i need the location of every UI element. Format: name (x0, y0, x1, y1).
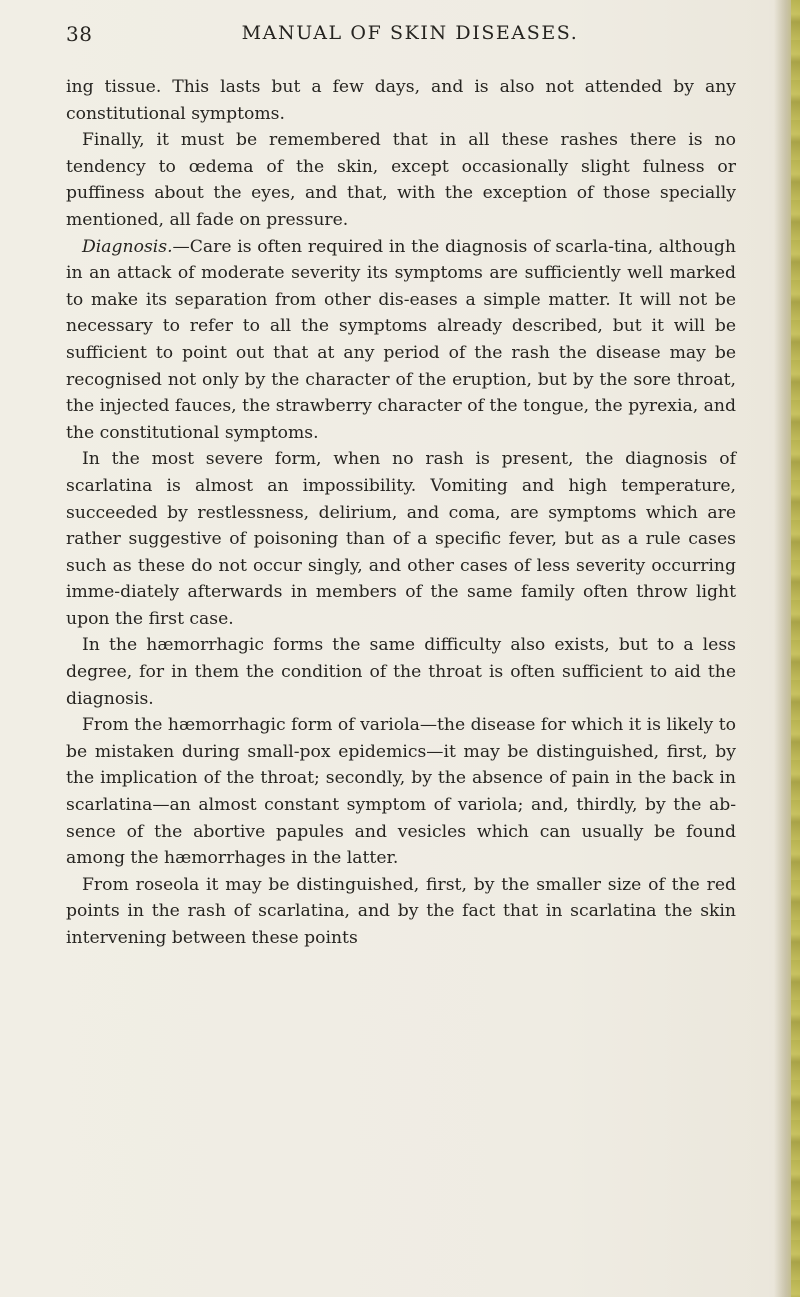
paragraph-text: In the hæmorrhagic forms the same difficulty also exists, but to a less degree, for in them the condition of the throat is often sufficient to aid the diagnosis. (66, 635, 736, 709)
running-head: MANUAL OF SKIN DISEASES. (241, 22, 579, 44)
paragraph-text: Finally, it must be remembered that in all these rashes there is no tendency to œdema of the skin, except occasionally slight fulness or puffiness about the eyes, and that, with the exception of those specially mentioned, all fade on pressure. (66, 130, 736, 230)
body-text (66, 74, 736, 952)
paragraph (66, 74, 736, 127)
paragraph (66, 127, 736, 233)
paragraph-diagnosis (66, 234, 736, 447)
paragraph-text: In the most severe form, when no rash is present, the diagnosis of scarlatina is almost an impossibility. Vomiting and high temperature, succeeded by restlessness, delirium, and coma, are symptoms which are rather suggestive of poisoning than of a specific fever, but as a rule cases such as these do not occur singly, and other cases of less severity occurring imme-diately afterwards in members of the same family often throw light upon the first case. (66, 449, 736, 629)
paragraph-text: From the hæmorrhagic form of variola—the disease for which it is likely to be mistaken during small-pox epidemics—it may be distinguished, first, by the implication of the throat; secondly, by the absence of pain in the back in scarlatina—an almost constant symptom of variola; and, thirdly, by the ab-sence of the abortive papules and vesicles which can usually be found among the hæmorrhages in the latter. (66, 715, 736, 869)
paragraph (66, 872, 736, 952)
binding-strip (791, 0, 800, 1297)
section-label: Diagnosis. (82, 236, 173, 257)
paragraph-text: ing tissue. This lasts but a few days, and is also not attended by any constitutional symptoms. (66, 77, 736, 124)
page-number: 38 (66, 22, 93, 46)
paragraph (66, 632, 736, 712)
paragraph-text: —Care is often required in the diagnosis of scarla-tina, although in an attack of moderate severity its symptoms are sufficiently well marked to make its separation from other dis-eases a simple matter. It will not be necessary to refer to all the symptoms already described, but it will be sufficient to point out that at any period of the rash the disease may be recognised not only by the character of the eruption, but by the sore throat, the injected fauces, the strawberry character of the tongue, the pyrexia, and the constitutional symptoms. (66, 236, 736, 443)
page-header (66, 22, 734, 52)
paragraph (66, 712, 736, 872)
paragraph-text: From roseola it may be distinguished, first, by the smaller size of the red points in the rash of scarlatina, and by the fact that in scarlatina the skin intervening between these points (66, 874, 736, 948)
paragraph (66, 446, 736, 632)
